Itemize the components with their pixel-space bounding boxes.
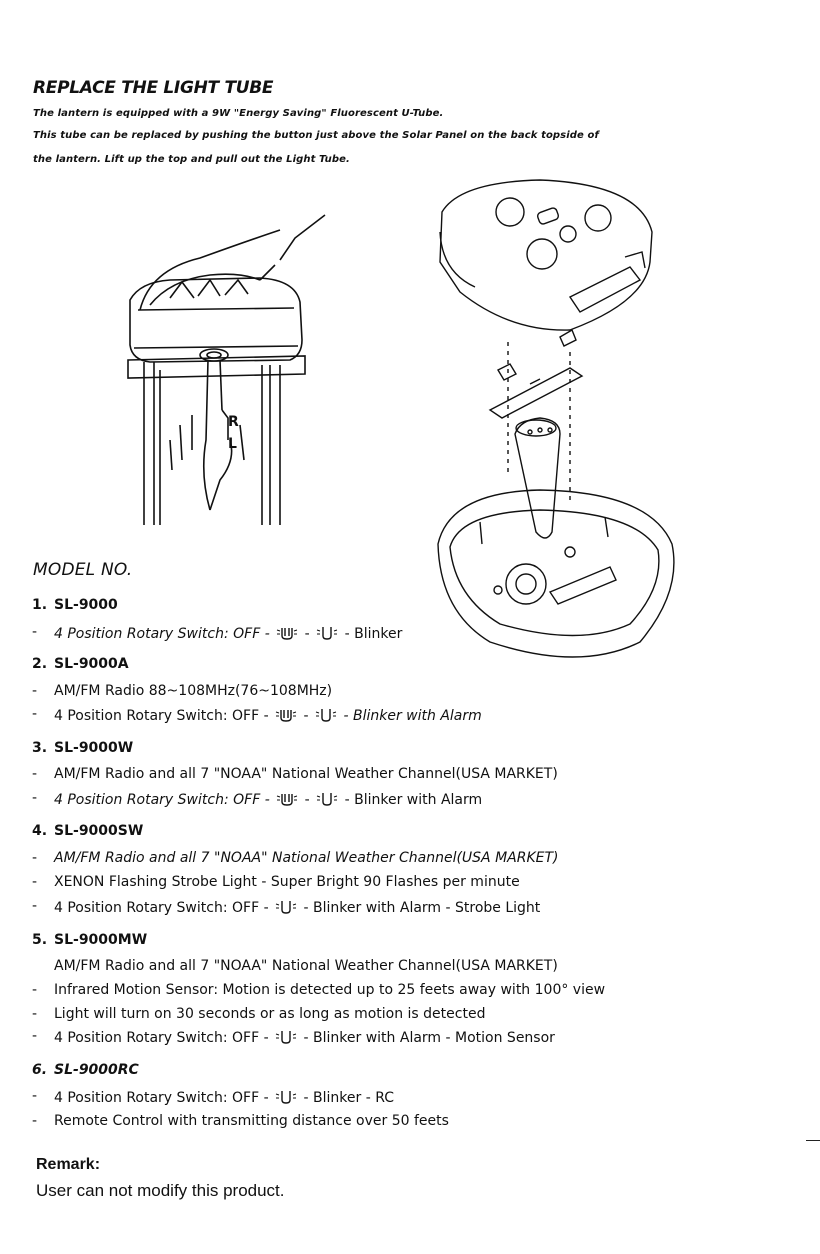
line-text: AM/FM Radio 88~108MHz(76~108MHz) (54, 683, 333, 699)
line-text: AM/FM Radio and all 7 "NOAA" National Weather Channel(USA MARKET) (54, 958, 558, 974)
bulb-u-icon (273, 898, 299, 916)
model-name: SL-9000W (54, 740, 134, 756)
intro-line-1: The lantern is equipped with a 9W "Energy Saving" Fluorescent U-Tube. (33, 108, 444, 119)
remark-text: User can not modify this product. (36, 1181, 285, 1200)
bulb-u-icon (314, 790, 340, 808)
bulb-u-icon (313, 706, 339, 724)
line-text: 4 Position Rotary Switch: OFF - (54, 626, 270, 642)
model-3-line-1: - AM/FM Radio and all 7 "NOAA" National Weather Channel(USA MARKET) (32, 766, 558, 782)
model-2-line-1: - AM/FM Radio 88~108MHz(76~108MHz) (32, 683, 333, 699)
line-text: - Blinker (344, 626, 403, 642)
remark-heading: Remark: (36, 1156, 101, 1173)
model-5-line-2: - Infrared Motion Sensor: Motion is detected up to 25 feets away with 100° view (32, 982, 606, 998)
model-name: SL-9000RC (54, 1062, 139, 1078)
model-number: 6. (32, 1062, 48, 1078)
bulb-u-icon (314, 624, 340, 642)
model-name: SL-9000A (54, 656, 129, 672)
model-2-line-2: - 4 Position Rotary Switch: OFF - - - Blinker with Alarm (32, 706, 482, 724)
label-l: L (228, 436, 237, 452)
bulb-u-icon (273, 1028, 299, 1046)
line-text: - Blinker - RC (303, 1090, 395, 1106)
model-3-line-2: - 4 Position Rotary Switch: OFF - - - Blinker with Alarm (32, 790, 483, 808)
model-number: 2. (32, 656, 48, 672)
section-title: REPLACE THE LIGHT TUBE (33, 78, 274, 98)
model-5-title (32, 932, 147, 948)
line-text: XENON Flashing Strobe Light - Super Bright 90 Flashes per minute (54, 874, 520, 890)
margin-mark (806, 1140, 820, 1141)
intro-line-3: the lantern. Lift up the top and pull out the Light Tube. (33, 154, 350, 165)
lantern-exploded-illustration (420, 172, 690, 672)
line-text: - (303, 708, 309, 724)
line-text: - Blinker with Alarm (343, 708, 482, 724)
model-4-title (32, 823, 143, 839)
intro-line-2: This tube can be replaced by pushing the button just above the Solar Panel on the back topside of (33, 130, 599, 141)
line-text: 4 Position Rotary Switch: OFF - (54, 1090, 269, 1106)
line-text: - Blinker with Alarm - Strobe Light (303, 900, 541, 916)
line-text: 4 Position Rotary Switch: OFF - (54, 1030, 269, 1046)
line-text: Remote Control with transmitting distance over 50 feets (54, 1113, 449, 1129)
model-2-title (32, 656, 129, 672)
model-4-line-2: - XENON Flashing Strobe Light - Super Bright 90 Flashes per minute (32, 874, 520, 890)
model-heading: MODEL NO. (33, 560, 133, 580)
bulb-u-full-icon (273, 706, 299, 724)
model-1-line-1: - 4 Position Rotary Switch: OFF - - - Blinker (32, 624, 403, 642)
line-text: - Blinker with Alarm - Motion Sensor (303, 1030, 555, 1046)
model-6-line-1: - 4 Position Rotary Switch: OFF - - Blinker - RC (32, 1088, 395, 1106)
model-5-line-3: - Light will turn on 30 seconds or as long as motion is detected (32, 1006, 486, 1022)
line-text: 4 Position Rotary Switch: OFF - (54, 792, 270, 808)
line-text: AM/FM Radio and all 7 "NOAA" National Weather Channel(USA MARKET) (54, 850, 559, 866)
line-text: 4 Position Rotary Switch: OFF - (54, 708, 269, 724)
model-6-title (32, 1062, 139, 1078)
line-text: Light will turn on 30 seconds or as long as motion is detected (54, 1006, 486, 1022)
model-6-line-2: - Remote Control with transmitting distance over 50 feets (32, 1113, 449, 1129)
model-number: 4. (32, 823, 48, 839)
model-5-line-1 (54, 958, 558, 974)
model-4-line-1: - AM/FM Radio and all 7 "NOAA" National Weather Channel(USA MARKET) (32, 850, 559, 866)
model-number: 3. (32, 740, 48, 756)
bulb-u-full-icon (274, 790, 300, 808)
line-text: 4 Position Rotary Switch: OFF - (54, 900, 269, 916)
model-4-line-3: - 4 Position Rotary Switch: OFF - - Blinker with Alarm - Strobe Light (32, 898, 541, 916)
line-text: - (304, 792, 310, 808)
bulb-u-full-icon (274, 624, 300, 642)
model-1-title (32, 597, 118, 613)
model-name: SL-9000 (54, 597, 118, 613)
model-name: SL-9000SW (54, 823, 144, 839)
model-number: 5. (32, 932, 48, 948)
line-text: Infrared Motion Sensor: Motion is detected up to 25 feets away with 100° view (54, 982, 606, 998)
model-number: 1. (32, 597, 48, 613)
bulb-u-icon (273, 1088, 299, 1106)
line-text: - Blinker with Alarm (344, 792, 483, 808)
label-r: R (228, 414, 239, 430)
line-text: AM/FM Radio and all 7 "NOAA" National Weather Channel(USA MARKET) (54, 766, 558, 782)
model-name: SL-9000MW (54, 932, 148, 948)
line-text: - (304, 626, 310, 642)
model-5-line-4: - 4 Position Rotary Switch: OFF - - Blinker with Alarm - Motion Sensor (32, 1028, 555, 1046)
lantern-push-illustration (110, 210, 330, 530)
model-3-title (32, 740, 133, 756)
